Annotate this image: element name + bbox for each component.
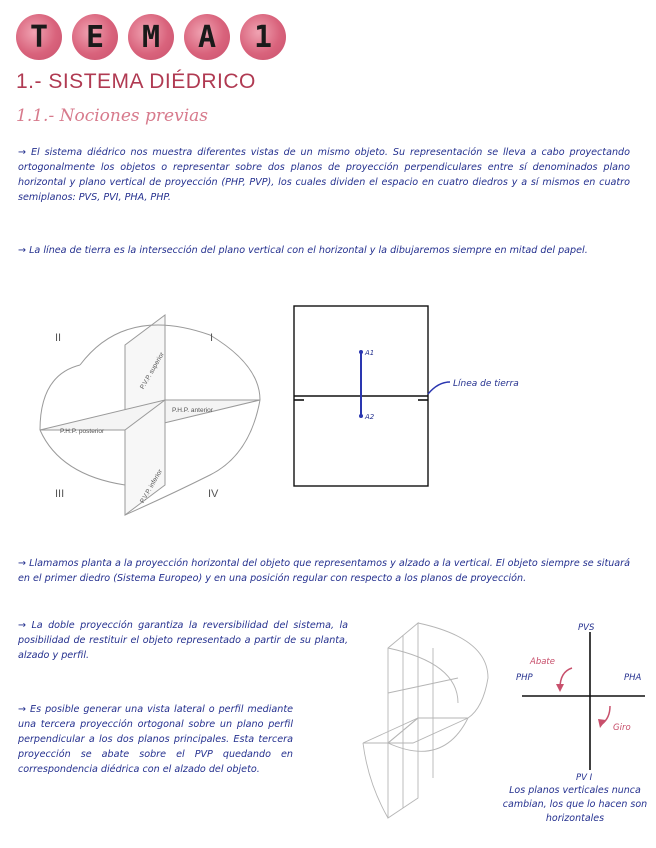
paragraph-ground-line: → La línea de tierra es la intersección del plano vertical con el horizontal y la dibujaremos siempre en mitad del papel. [18,245,588,256]
projection-diagram [290,302,630,492]
page-title [16,14,286,60]
subsection-heading: 1.1.- Nociones previas [16,106,208,126]
arrow-label: Giro [613,723,631,733]
title-letter: 1 [240,14,286,60]
paragraph-profile: → Es posible generar una vista lateral o perfil mediante una tercera proyección ortogonal sobre un plano perfil perpendicular a los dos planos principales. Esta tercera proyección se abate sobre el PVP quedando en correspondencia diédrica con el alzado del objeto. [18,704,293,775]
point-label: A1 [365,349,375,357]
arrow-label: Abate [530,657,555,667]
paragraph-reversibility: → La doble proyección garantiza la reversibilidad del sistema, la posibilidad de restituir el objeto representado a partir de su planta, alzado y perfil. [18,620,348,661]
profile-sketch [358,618,498,823]
axes-diagram [510,620,650,783]
paragraph-plan-elevation: → Llamamos planta a la proyección horizontal del objeto que representamos y alzado a la vertical. El objeto siempre se situará en el primer diedro (Sistema Europeo) y en una posición regular con respecto a los planos de proyección. [18,558,630,584]
title-letter: A [184,14,230,60]
plane-label: P.H.P. posterior [60,428,105,435]
planes-diagram [30,305,290,525]
title-letter: T [16,14,62,60]
axis-label-right: PHA [624,673,642,683]
title-letter: M [128,14,174,60]
axis-label-bottom: PV I [576,773,593,783]
plane-label: P.V.P. superior [139,351,166,391]
callout-label: Línea de tierra [453,379,519,389]
quadrant-label: III [55,488,65,500]
axis-label-top: PVS [578,623,595,633]
paragraph-intro: → El sistema diédrico nos muestra diferentes vistas de un mismo objeto. Su representación se lleva a cabo proyectando ortogonalmente los objetos o representar sobre dos planos de proyección perpendiculares entre sí denominados plano horizontal y plano vertical de proyección (PHP, PVP), los cuales dividen el espacio en cuatro diedros y a sí mismos en cuatro semiplanos: PVS, PVI, PHA, PHP. [18,147,630,203]
quadrant-label: II [55,332,62,344]
plane-label: P.H.P. anterior [172,407,213,414]
point-label: A2 [365,413,375,421]
title-letter: E [72,14,118,60]
section-heading: 1.- SISTEMA DIÉDRICO [16,70,256,93]
quadrant-label: I [210,332,214,344]
axis-label-left: PHP [516,673,533,683]
vertical-planes-note: Los planos verticales nunca cambian, los que lo hacen son horizontales [502,785,648,824]
quadrant-label: IV [208,488,219,500]
plane-label: P.V.P. inferior [139,468,165,505]
